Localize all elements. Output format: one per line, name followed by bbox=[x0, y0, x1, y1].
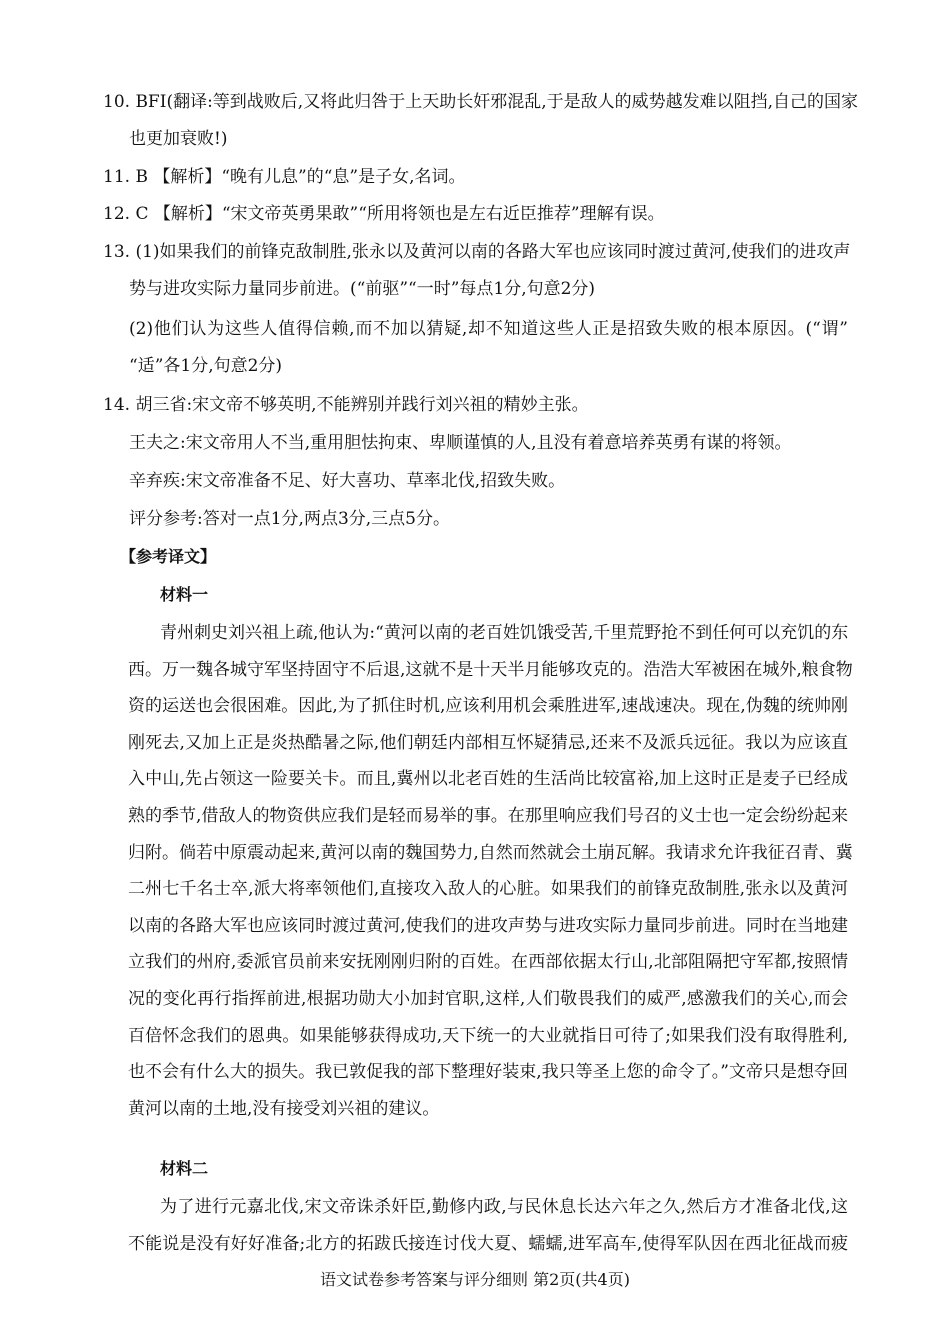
answer-q14-xin-qiji: 辛弃疾:宋文帝准备不足、好大喜功、草率北伐,招致失败。 bbox=[129, 471, 566, 491]
answer-q12: 12. C 【解析】“宋文帝英勇果敢”“所用将领也是左右近臣推荐”理解有误。 bbox=[103, 204, 665, 224]
material2-line: 不能说是没有好好准备;北方的拓跋氏接连讨伐大夏、蠕蠕,进军高车,使得军队因在西北征战而疲 bbox=[128, 1233, 848, 1254]
material1-line: 刚死去,又加上正是炎热酷暑之际,他们朝廷内部相互怀疑猜忌,还来不及派兵远征。我以为应该直 bbox=[128, 732, 848, 753]
material1-line: 西。万一魏各城守军坚持固守不后退,这就不是十天半月能够攻克的。浩浩大军被困在城外,粮食物 bbox=[128, 659, 853, 680]
material1-line: 归附。倘若中原震动起来,黄河以南的魏国势力,自然而然就会土崩瓦解。我请求允许我征召青、冀 bbox=[128, 842, 853, 863]
material1-line: 资的运送也会很困难。因此,为了抓住时机,应该利用机会乘胜进军,速战速决。现在,伪魏的统帅刚 bbox=[128, 696, 848, 717]
translation-heading: 【参考译文】 bbox=[120, 547, 217, 566]
material1-title: 材料一 bbox=[160, 585, 209, 604]
material1-line: 青州刺史刘兴祖上疏,他认为:“黄河以南的老百姓饥饿受苦,千里荒野抢不到任何可以充饥的东 bbox=[160, 623, 849, 643]
material2-line: 为了进行元嘉北伐,宋文帝诛杀奸臣,勤修内政,与民休息长达六年之久,然后方才准备北伐,这 bbox=[160, 1197, 848, 1217]
material1-line: 立我们的州府,委派官员前来安抚刚刚归附的百姓。在西部依据太行山,北部阻隔把守军都,按照情 bbox=[128, 952, 848, 973]
answer-q13-2-line1: (2)他们认为这些人值得信赖,而不加以猜疑,却不知道这些人正是招致失败的根本原因。(“谓” bbox=[129, 319, 848, 339]
answer-q13-2-line2: “适”各1分,句意2分) bbox=[129, 356, 283, 376]
answer-q10-line1: 10. BFI(翻译:等到战败后,又将此归咎于上天助长奸邪混乱,于是敌人的威势越发难以阻挡,自己的国家 bbox=[103, 92, 859, 112]
answer-q14-hu-sanxing: 14. 胡三省:宋文帝不够英明,不能辨别并践行刘兴祖的精妙主张。 bbox=[103, 395, 589, 415]
material1-line: 百倍怀念我们的恩典。如果能够获得成功,天下统一的大业就指日可待了;如果我们没有取得胜利, bbox=[128, 1025, 848, 1046]
material1-line: 二州七千名士卒,派大将率领他们,直接攻入敌人的心脏。如果我们的前锋克敌制胜,张永以及黄河 bbox=[128, 879, 848, 900]
answer-q11: 11. B 【解析】“晚有儿息”的“息”是子女,名词。 bbox=[103, 167, 466, 187]
material1-line: 也不会有什么大的损失。我已敦促我的部下整理好装束,我只等圣上您的命令了。”文帝只是想夺回 bbox=[128, 1062, 848, 1083]
material1-line: 熟的季节,借敌人的物资供应我们是轻而易举的事。在那里响应我们号召的义士也一定会纷纷起来 bbox=[128, 806, 848, 826]
answer-q13-1-line2: 势与进攻实际力量同步前进。(“前驱”“一时”每点1分,句意2分) bbox=[129, 279, 596, 299]
answer-q10-line2: 也更加衰败!) bbox=[129, 129, 228, 149]
material1-line: 以南的各路大军也应该同时渡过黄河,使我们的进攻声势与进攻实际力量同步前进。同时在当地建 bbox=[128, 915, 848, 936]
material1-line: 况的变化再行指挥前进,根据功勋大小加封官职,这样,人们敬畏我们的威严,感激我们的关心,而会 bbox=[128, 989, 848, 1009]
material1-line: 黄河以南的土地,没有接受刘兴祖的建议。 bbox=[128, 1098, 440, 1119]
page-footer: 语文试卷参考答案与评分细则 第2页(共4页) bbox=[320, 1270, 630, 1289]
material1-line: 入中山,先占领这一险要关卡。而且,冀州以北老百姓的生活尚比较富裕,加上这时正是麦子已经成 bbox=[128, 769, 848, 790]
answer-q14-wang-fuzhi: 王夫之:宋文帝用人不当,重用胆怯拘束、卑顺谨慎的人,且没有着意培养英勇有谋的将领。 bbox=[129, 433, 792, 453]
answer-q13-1-line1: 13. (1)如果我们的前锋克敌制胜,张永以及黄河以南的各路大军也应该同时渡过黄河,使我们的进攻声 bbox=[103, 242, 851, 262]
answer-q14-scoring: 评分参考:答对一点1分,两点3分,三点5分。 bbox=[129, 509, 450, 529]
material2-title: 材料二 bbox=[160, 1159, 209, 1178]
